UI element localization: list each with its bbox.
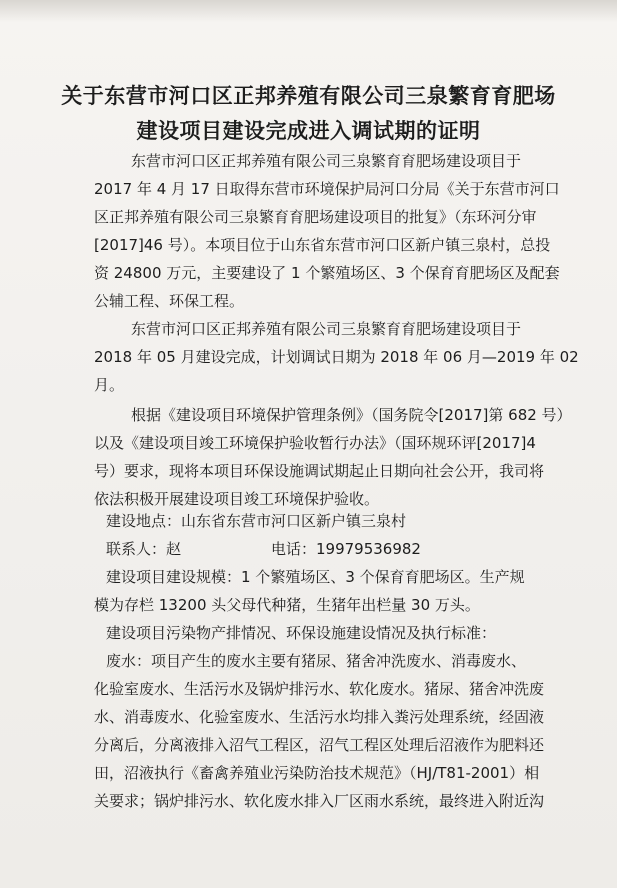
- construction-location: 建设地点：山东省东营市河口区新户镇三泉村: [106, 512, 407, 530]
- body-line: 号）要求，现将本项目环保设施调试期起止日期向社会公开，我司将: [94, 462, 545, 480]
- body-line: 建设项目污染物产排情况、环保设施建设情况及执行标准：: [106, 624, 497, 642]
- body-line: 月。: [94, 376, 125, 394]
- body-line: 田，沼液执行《畜禽养殖业污染防治技术规范》（HJ/T81-2001）相: [94, 764, 540, 782]
- body-line: 公辅工程、环保工程。: [94, 292, 245, 310]
- body-line: 资 24800 万元，主要建设了 1 个繁殖场区、3 个保育育肥场区及配套: [94, 264, 560, 282]
- body-line: 2017 年 4 月 17 日取得东营市环境保护局河口分局《关于东营市河口: [94, 180, 560, 198]
- body-line: 化验室废水、生活污水及锅炉排污水、软化废水。猪尿、猪舍冲洗废: [94, 680, 545, 698]
- body-line: 依法积极开展建设项目竣工环境保护验收。: [94, 490, 380, 508]
- body-line: 东营市河口区正邦养殖有限公司三泉繁育育肥场建设项目于: [131, 152, 522, 170]
- contact-phone: 电话：19979536982: [271, 540, 421, 558]
- body-line: 水、消毒废水、化验室废水、生活污水均排入粪污处理系统，经固液: [94, 708, 545, 726]
- body-line: 建设项目建设规模：1 个繁殖场区、3 个保育育肥场区。生产规: [106, 568, 525, 586]
- scan-shadow: [0, 0, 617, 22]
- body-line: 废水：项目产生的废水主要有猪尿、猪舍冲洗废水、消毒废水、: [106, 652, 527, 670]
- body-line: 模为存栏 13200 头父母代种猪，生猪年出栏量 30 万头。: [94, 596, 480, 614]
- body-line: 分离后，分离液排入沼气工程区，沼气工程区处理后沼液作为肥料还: [94, 736, 545, 754]
- body-line: 根据《建设项目环境保护管理条例》（国务院令[2017]第 682 号）: [131, 406, 572, 424]
- body-line: [2017]46 号）。本项目位于山东省东营市河口区新户镇三泉村，总投: [94, 236, 551, 254]
- body-line: 关要求；锅炉排污水、软化废水排入厂区雨水系统，最终进入附近沟: [94, 792, 545, 810]
- body-line: 区正邦养殖有限公司三泉繁育育肥场建设项目的批复》（东环河分审: [94, 208, 537, 226]
- body-line: 以及《建设项目竣工环境保护验收暂行办法》（国环规环评[2017]4: [94, 434, 536, 452]
- document-title-line-2: 建设项目建设完成进入调试期的证明: [136, 118, 481, 143]
- document-title-line-1: 关于东营市河口区正邦养殖有限公司三泉繁育育肥场: [61, 83, 556, 108]
- body-line: 2018 年 05 月建设完成，计划调试日期为 2018 年 06 月—2019 年 02: [94, 348, 579, 366]
- contact-person: 联系人：赵: [106, 540, 182, 558]
- body-line: 东营市河口区正邦养殖有限公司三泉繁育育肥场建设项目于: [131, 320, 522, 338]
